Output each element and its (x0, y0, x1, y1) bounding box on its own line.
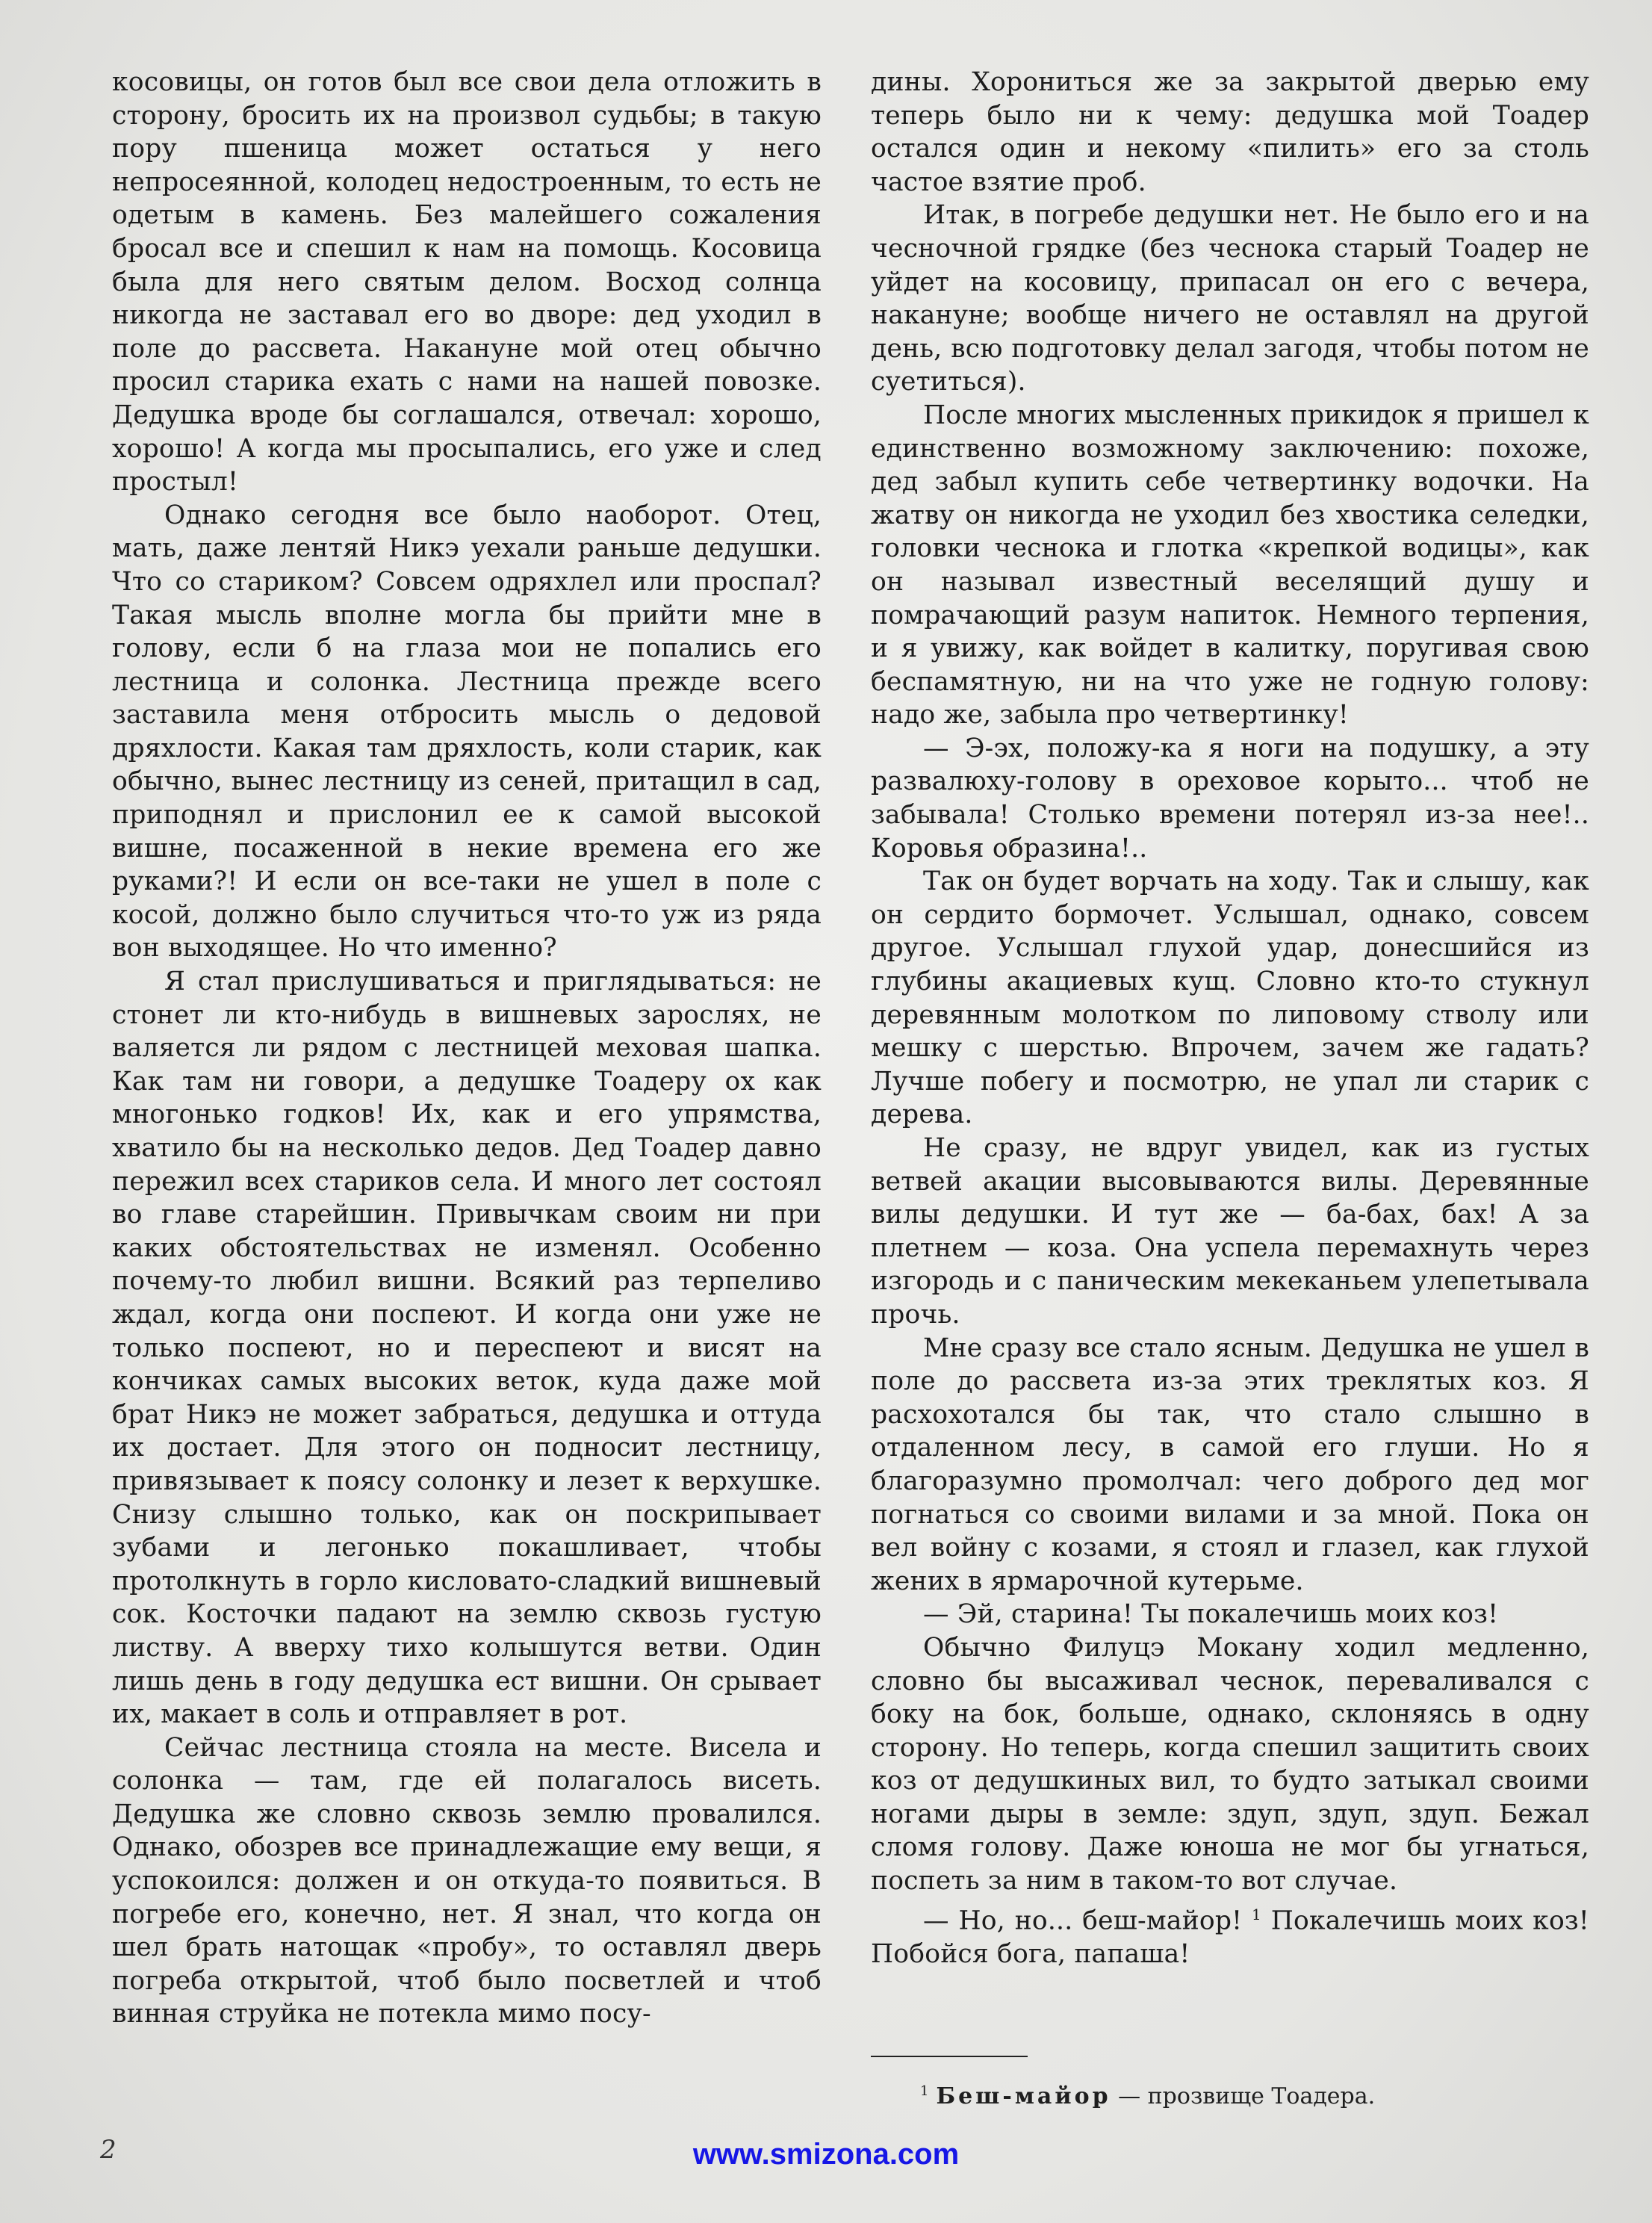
paragraph: Однако сегодня все было наоборот. Отец, мать, даже лентяй Никэ уехали раньше дедушки. Что со стариком? Совсем одряхлел или проспал? Такая мысль вполне могла бы прийти мне в голову, если б на глаза мои не попались его лестница и солонка. Лестница прежде всего заставила меня отбросить мысль о дедовой дряхлости. Какая там дряхлость, коли старик, как обычно, вынес лестницу из сеней, притащил в сад, приподнял и прислонил ее к самой высокой вишне, посаженной в некие времена его же руками?! И если он все-таки не ушел в поле с косой, должно было случиться что-то уж из ряда вон выходящее. Но что именно? (112, 500, 822, 964)
paragraph: Мне сразу все стало ясным. Дедушка не ушел в поле до рассвета из-за этих треклятых коз. Я расхохотался бы так, что стало слышно в отдаленном лесу, в самой его глуши. Но я благоразумно промолчал: чего доброго дед мог погнаться со своими вилами и за мной. Пока он вел войну с козами, я стоял и глазел, как глухой жених в ярмарочной кутерьме. (871, 1333, 1589, 1596)
paragraph: косовицы, он готов был все свои дела отложить в сторону, бросить их на произвол судьбы; в такую пору пшеница может остаться у него непросеянной, колодец недостроенным, то есть не одетым в камень. Без малейшего сожаления бросал все и спешил к нам на помощь. Косовица была для него святым делом. Восход солнца никогда не заставал его во дворе: дед уходил в поле до рассвета. Накануне мой отец обычно просил старика ехать с нами на нашей повозке. Дедушка вроде бы соглашался, отвечал: хорошо, хорошо! А когда мы просыпались, его уже и след простыл! (112, 67, 822, 497)
paragraph: — Эй, старина! Ты покалечишь моих коз! (923, 1599, 1499, 1630)
paragraph: Сейчас лестница стояла на месте. Висела и солонка — там, где ей полагалось висеть. Дедушка же словно сквозь землю провалился. Однако, обозрев все принадлежащие ему вещи, я успокоился: должен и он откуда-то появиться. В погребе его, конечно, нет. Я знал, что когда он шел брать натощак «пробу», то оставлял дверь погреба открытой, чтоб было посветлей и чтоб винная струйка не потекла мимо посу- (112, 1732, 822, 2030)
paragraph: Обычно Филуцэ Мокану ходил медленно, словно бы высаживал чеснок, переваливался с боку на бок, больше, однако, склоняясь в одну сторону. Но теперь, когда спешил защитить своих коз от дедушкиных вил, то будто затыкал своими ногами дыры в земле: здуп, здуп, здуп. Бежал сломя голову. Даже юноша не мог бы угнаться, поспеть за ним в таком-то вот случае. (871, 1632, 1589, 1897)
footnote-definition: — прозвище Тоадера. (1111, 2083, 1376, 2109)
paragraph: Не сразу, не вдруг увидел, как из густых ветвей акации высовываются вилы. Деревянные вилы дедушки. И тут же — ба-бах, бах! А за плетнем — коза. Она успела перемахнуть через изгородь и с паническим мекеканьем улепетывала прочь. (871, 1133, 1589, 1330)
paragraph: Итак, в погребе дедушки нет. Не было его и на чесночной грядке (без чеснока старый Тоадер не уйдет на косовицу, припасал он его с вечера, накануне; вообще ничего не оставлял на другой день, всю подготовку делал загодя, чтобы потом не суетиться). (871, 200, 1589, 397)
footnote (920, 2077, 1375, 2112)
right-text-column (871, 66, 1589, 1971)
footnote-mark: 1 (920, 2083, 929, 2099)
paragraph: После многих мысленных прикидок я пришел к единственно возможному заключению: похоже, дед забыл купить себе четвертинку водочки. На жатву он никогда не уходил без хвостика селедки, головки чеснока и глотка «крепкой водицы», как он называл известный веселящий душу и помрачающий разум напиток. Немного терпения, и я увижу, как войдет в калитку, поругивая свою беспамятную, ни на что уже не годную голову: надо же, забыла про четвертинку! (871, 400, 1589, 731)
paragraph: Так он будет ворчать на ходу. Так и слышу, как он сердито бормочет. Услышал, однако, совсем другое. Услышал глухой удар, донесшийся из глубины акациевых кущ. Словно кто-то стукнул деревянным молотком по липовому стволу или мешку с шерстью. Впрочем, зачем же гадать? Лучше побегу и посмотрю, не упал ли старик с дерева. (871, 866, 1589, 1130)
footnote-reference: 1 (1252, 1905, 1261, 1923)
paragraph: дины. Хорониться же за закрытой дверью ему теперь было ни к чему: дедушка мой Тоадер остался один и некому «пилить» его за столь частое взятие проб. (871, 67, 1589, 197)
left-text-column (112, 66, 822, 2031)
paragraph-text: — Но, но... беш-майор! (923, 1906, 1252, 1936)
footnote-divider (871, 2056, 1028, 2057)
paragraph-text-after: Покалечишь моих коз! Побойся бога, папаша! (871, 1906, 1589, 1969)
paragraph: — Э-эх, положу-ка я ноги на подушку, а эту развалюху-голову в ореховое корыто... чтоб не забывала! Столько времени потерял из-за нее!.. Коровья образина!.. (871, 733, 1589, 864)
watermark-link[interactable]: www.smizona.com (692, 2138, 960, 2171)
footnote-term: Беш-майор (936, 2083, 1111, 2109)
page-number: 2 (100, 2135, 117, 2165)
paragraph: Я стал прислушиваться и приглядываться: не стонет ли кто-нибудь в вишневых зарослях, не валяется ли рядом с лестницей меховая шапка. Как там ни говори, а дедушке Тоадеру ох как многонько годков! Их, как и его упрямства, хватило бы на несколько дедов. Дед Тоадер давно пережил всех стариков села. И много лет состоял во главе старейшин. Привычкам своим ни при каких обстоятельствах не изменял. Особенно почему-то любил вишни. Всякий раз терпеливо ждал, когда они поспеют. И когда они уже не только поспеют, но и переспеют и висят на кончиках самых высоких веток, куда даже мой брат Никэ не может забраться, дедушка и оттуда их достает. Для этого он подносит лестницу, привязывает к поясу солонку и лезет к верхушке. Снизу слышно только, как он поскрипывает зубами и легонько покашливает, чтобы протолкнуть в горло кисловато-сладкий вишневый сок. Косточки падают на землю сквозь густую листву. А вверху тихо колышутся ветви. Один лишь день в году дедушка ест вишни. Он срывает их, макает в соль и отправляет в рот. (112, 967, 822, 1730)
paragraph-with-footnote (871, 1898, 1589, 1971)
